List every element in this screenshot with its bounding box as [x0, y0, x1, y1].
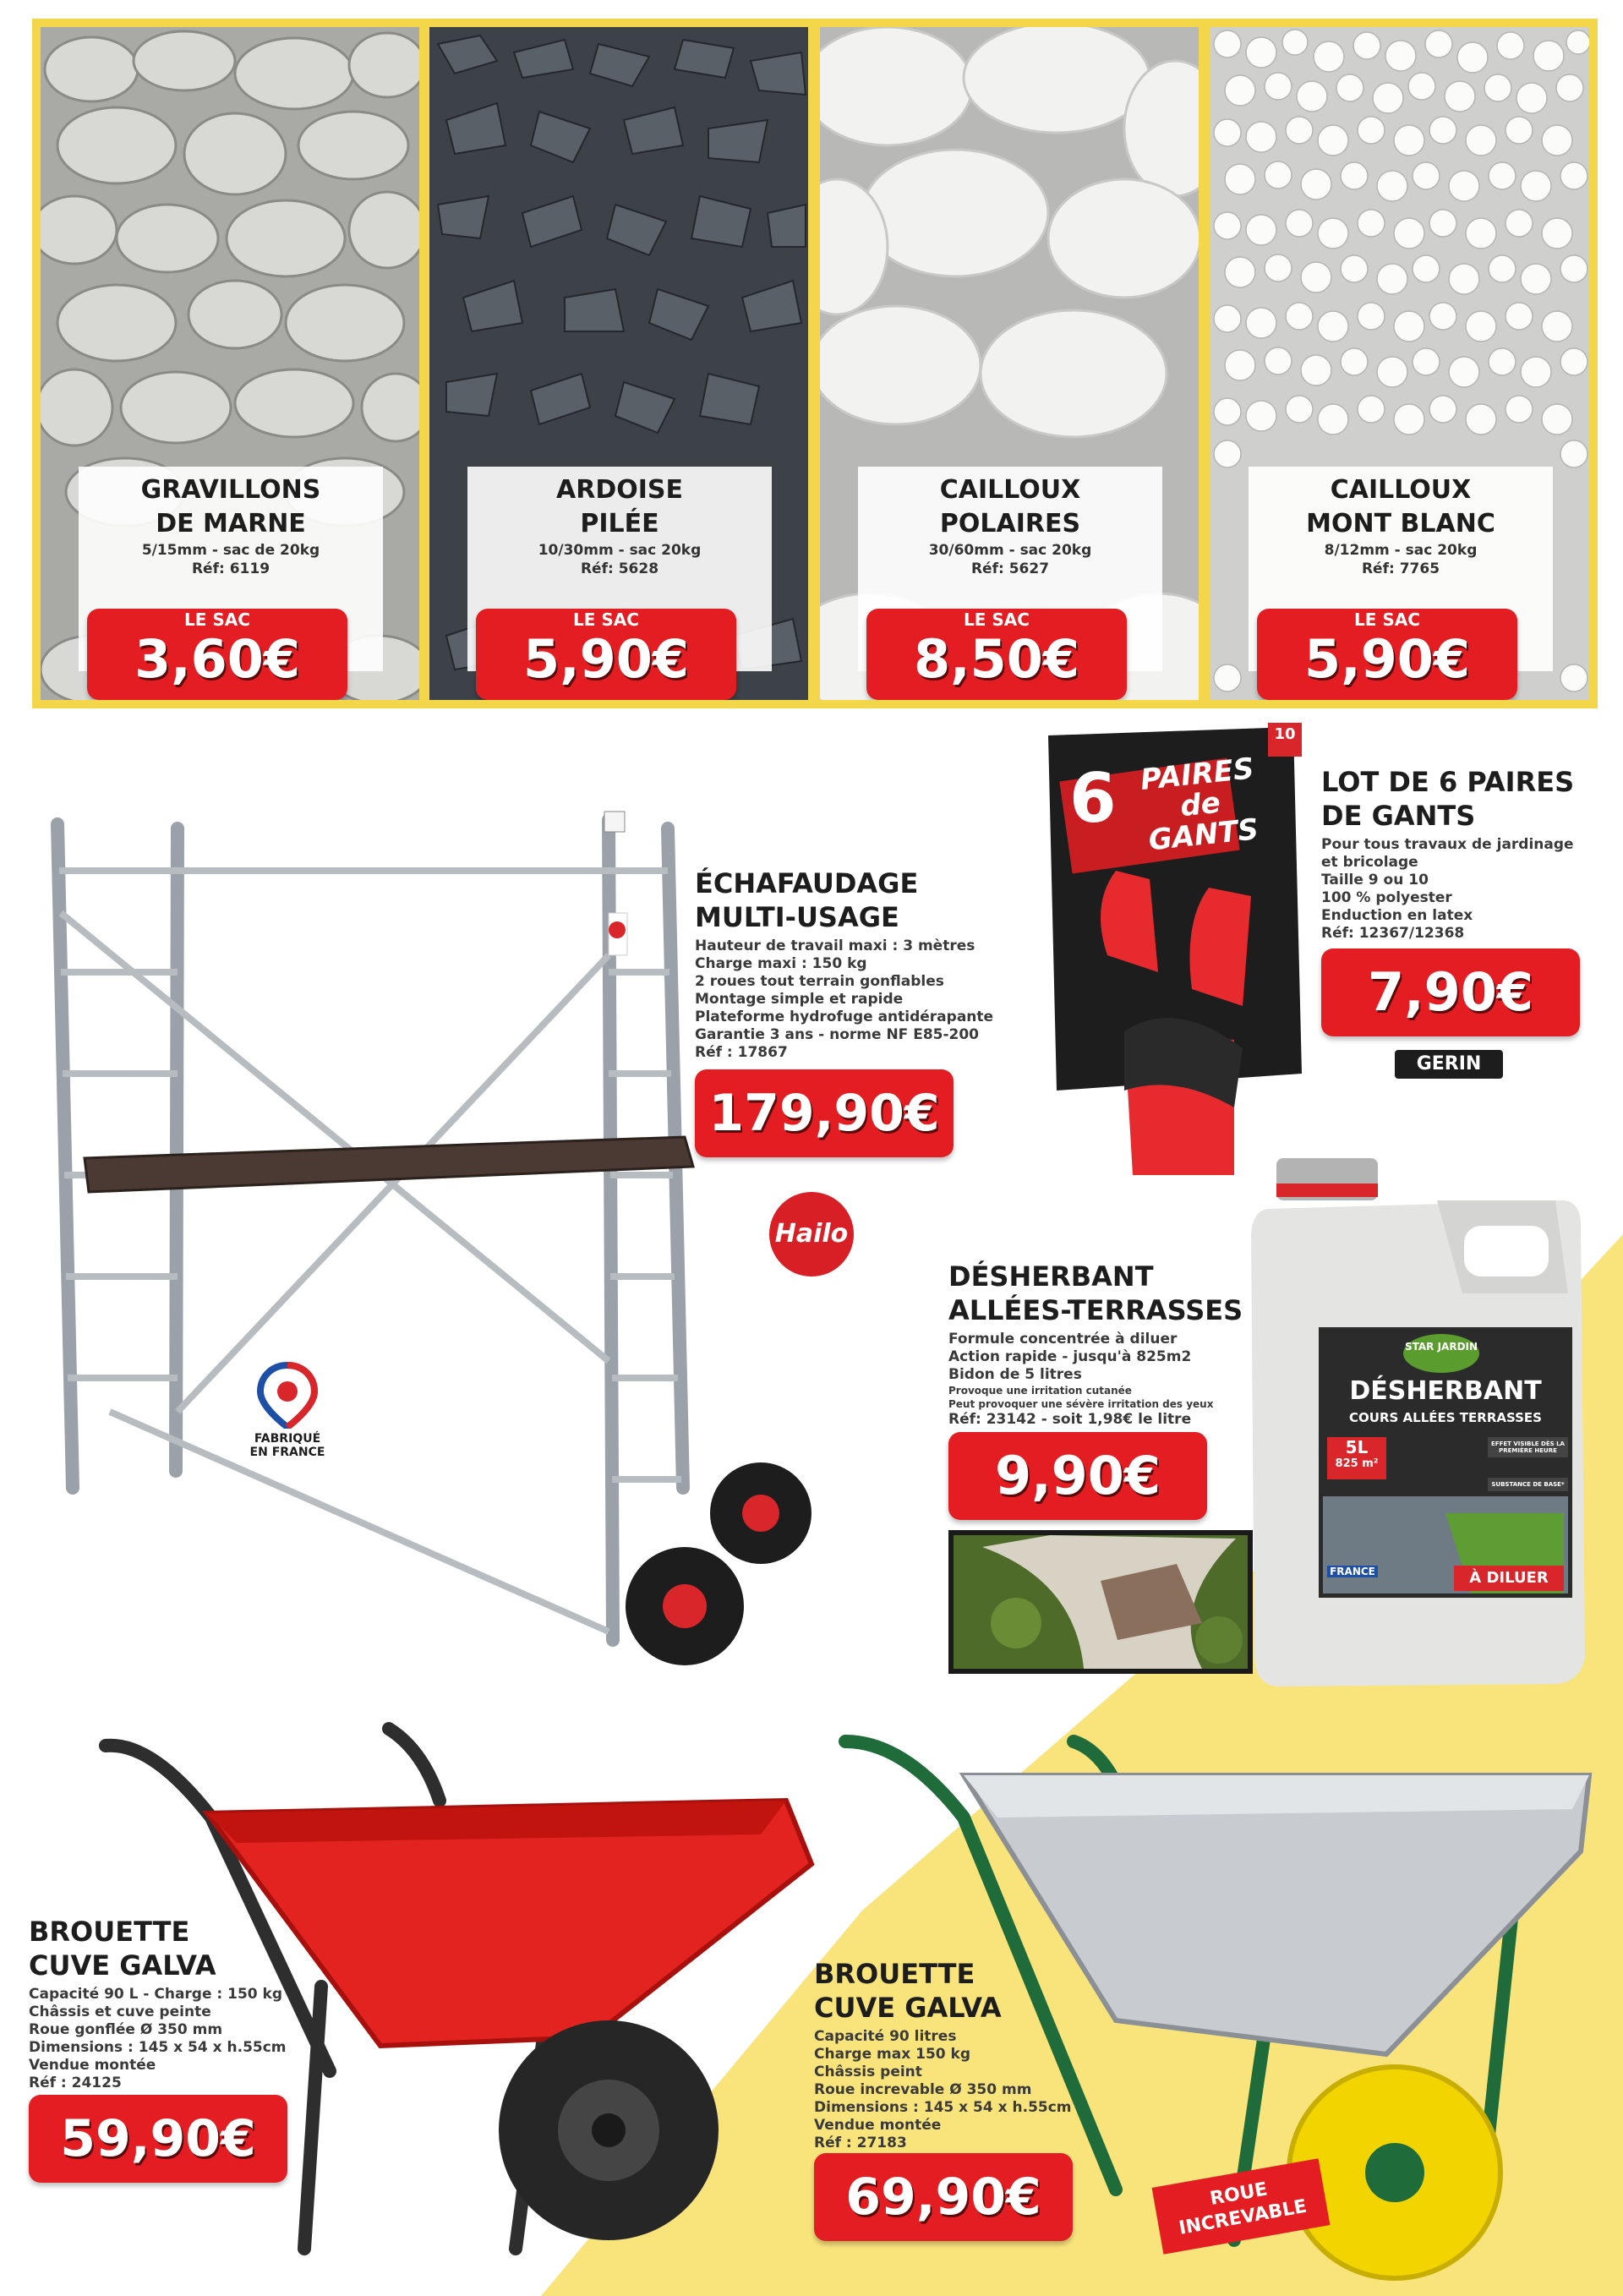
stone-panel-polaires — [820, 27, 1199, 700]
product-description — [695, 938, 1050, 1062]
product-spec: 8/12mm - sac 20kg — [1324, 542, 1478, 559]
product-title: ÉCHAFAUDAGE MULTI-USAGE — [695, 867, 919, 933]
product-description — [1321, 836, 1609, 943]
scaffold-wheels — [626, 1462, 812, 1665]
price-amount: 8,50€ — [913, 628, 1080, 690]
spec-line: Réf : 27183 — [814, 2135, 907, 2151]
product-name: CAILLOUX POLAIRES — [939, 475, 1081, 538]
label-area: 825 m² — [1335, 1457, 1379, 1470]
stone-panel-ardoise — [429, 27, 808, 700]
product-spec: 5/15mm - sac de 20kg — [141, 542, 320, 559]
warning-line: Peut provoquer une sévère irritation des yeux — [948, 1398, 1214, 1410]
spec-line: Bidon de 5 litres — [948, 1366, 1082, 1383]
product-name: CAILLOUX MONT BLANC — [1306, 475, 1495, 538]
product-title: DÉSHERBANT ALLÉES-TERRASSES — [948, 1260, 1243, 1326]
price-amount: 5,90€ — [522, 628, 690, 690]
weedkiller-price-tag: 9,90€ — [948, 1432, 1207, 1520]
product-name: ARDOISE PILÉE — [556, 475, 683, 538]
location-pin-icon — [254, 1361, 321, 1429]
spec-line: et bricolage — [1321, 854, 1418, 871]
spec-line: Réf : 17867 — [695, 1044, 788, 1061]
stone-card — [467, 467, 772, 690]
star-jardin-logo: STAR JARDIN — [1403, 1334, 1479, 1373]
product-ref: Réf: 7765 — [1361, 560, 1440, 577]
stones-banner — [32, 19, 1598, 708]
spec-line: Pour tous travaux de jardinage — [1321, 836, 1574, 853]
spec-line: 100 % polyester — [1321, 889, 1452, 906]
stone-panel-gravillons — [41, 27, 419, 700]
price-tag — [476, 609, 736, 700]
scaffold-price-tag: 179,90€ — [695, 1069, 954, 1157]
spec-line: Roue increvable Ø 350 mm — [814, 2081, 1032, 2098]
garden-path-photo — [948, 1530, 1253, 1674]
spec-line: Vendue montée — [29, 2057, 156, 2074]
gloves-info — [1321, 765, 1609, 943]
hailo-logo: Hailo — [769, 1192, 854, 1276]
spec-line: Garantie 3 ans - norme NF E85-200 — [695, 1026, 980, 1043]
spec-line: Châssis peint — [814, 2064, 922, 2080]
spec-line: Vendue montée — [814, 2117, 942, 2134]
product-ref: Réf: 6119 — [191, 560, 270, 577]
product-description — [948, 1331, 1287, 1429]
spec-line: Action rapide - jusqu'à 825m2 — [948, 1348, 1192, 1365]
spec-line: Formule concentrée à diluer — [948, 1331, 1178, 1348]
spec-line: Capacité 90 L - Charge : 150 kg — [29, 1986, 283, 2003]
label-note: SUBSTANCE DE BASE* — [1488, 1478, 1568, 1491]
product-title: BROUETTE CUVE GALVA — [814, 1958, 1002, 2024]
price-tag — [866, 609, 1127, 700]
product-description — [814, 2028, 1169, 2152]
galva-wheelbarrow-price-tag: 69,90€ — [814, 2153, 1073, 2241]
price-amount: 5,90€ — [1303, 628, 1471, 690]
made-in-france-label: FABRIQUÉ EN FRANCE — [249, 1432, 325, 1459]
product-spec: 10/30mm - sac 20kg — [538, 542, 702, 559]
stone-card — [79, 467, 383, 690]
gerin-logo: GERIN — [1395, 1050, 1503, 1079]
product-ref: Réf: 23142 - soit 1,98€ le litre — [948, 1411, 1192, 1428]
stone-panel-mont-blanc — [1210, 27, 1589, 700]
product-ref: Réf: 5627 — [970, 560, 1050, 577]
spec-line: Réf: 12367/12368 — [1321, 925, 1465, 942]
stone-card — [1249, 467, 1553, 690]
weedkiller-info — [948, 1260, 1287, 1429]
spec-line: Dimensions : 145 x 54 x h.55cm — [814, 2099, 1072, 2116]
price-unit: LE SAC — [964, 610, 1030, 630]
price-amount: 3,60€ — [134, 628, 301, 690]
price-unit: LE SAC — [184, 610, 250, 630]
jerrican-label — [1319, 1327, 1572, 1598]
price-unit: LE SAC — [573, 610, 639, 630]
spec-line: Taille 9 ou 10 — [1321, 872, 1429, 888]
spec-line: 2 roues tout terrain gonflables — [695, 973, 944, 990]
label-note: EFFET VISIBLE DÈS LA PREMIÈRE HEURE — [1488, 1437, 1568, 1457]
label-title: DÉSHERBANT — [1349, 1376, 1542, 1406]
spec-line: Montage simple et rapide — [695, 991, 904, 1008]
volume-badge — [1327, 1437, 1386, 1479]
weedkiller-jerrican — [1243, 1150, 1598, 1691]
product-title: LOT DE 6 PAIRES DE GANTS — [1321, 766, 1575, 832]
spec-line: Dimensions : 145 x 54 x h.55cm — [29, 2039, 287, 2056]
pack-inner-label — [1044, 1114, 1171, 1148]
product-name: GRAVILLONS DE MARNE — [140, 475, 321, 538]
red-wheelbarrow-info — [29, 1915, 384, 2092]
made-in-france-badge — [245, 1361, 330, 1471]
red-wheelbarrow-price-tag: 59,90€ — [29, 2095, 287, 2183]
price-tag — [1257, 609, 1517, 700]
label-subtitle: COURS ALLÉES TERRASSES — [1349, 1410, 1542, 1425]
product-spec: 30/60mm - sac 20kg — [928, 542, 1092, 559]
price-tag — [87, 609, 347, 700]
label-dilute: À DILUER — [1454, 1566, 1564, 1591]
spec-line: Hauteur de travail maxi : 3 mètres — [695, 938, 975, 954]
spec-line: Châssis et cuve peinte — [29, 2004, 211, 2020]
spec-line: Enduction en latex — [1321, 907, 1473, 924]
pack-number: 6 — [1069, 759, 1117, 838]
stone-card — [858, 467, 1162, 690]
pack-text: PAIRES de GANTS — [1139, 752, 1260, 858]
label-france: FRANCE — [1327, 1566, 1378, 1577]
price-unit: LE SAC — [1354, 610, 1420, 630]
pack-badge: 10 — [1274, 725, 1296, 743]
spec-line: Charge maxi : 150 kg — [695, 955, 867, 972]
scaffold-info — [695, 866, 1050, 1062]
gloves-price-tag: 7,90€ — [1321, 948, 1580, 1036]
product-title: BROUETTE CUVE GALVA — [29, 1916, 216, 1982]
spec-line: Plateforme hydrofuge antidérapante — [695, 1009, 994, 1025]
product-ref: Réf: 5628 — [580, 560, 659, 577]
label-volume: 5L — [1345, 1437, 1369, 1457]
spec-line: Charge max 150 kg — [814, 2046, 970, 2063]
increvable-badge: ROUE INCREVABLE — [1152, 2158, 1331, 2255]
warning-line: Provoque une irritation cutanée — [948, 1385, 1132, 1397]
spec-line: Roue gonflée Ø 350 mm — [29, 2021, 223, 2038]
galva-wheelbarrow-info — [814, 1957, 1169, 2152]
spec-line: Réf : 24125 — [29, 2075, 122, 2091]
spec-line: Capacité 90 litres — [814, 2028, 957, 2045]
product-description — [29, 1986, 384, 2092]
